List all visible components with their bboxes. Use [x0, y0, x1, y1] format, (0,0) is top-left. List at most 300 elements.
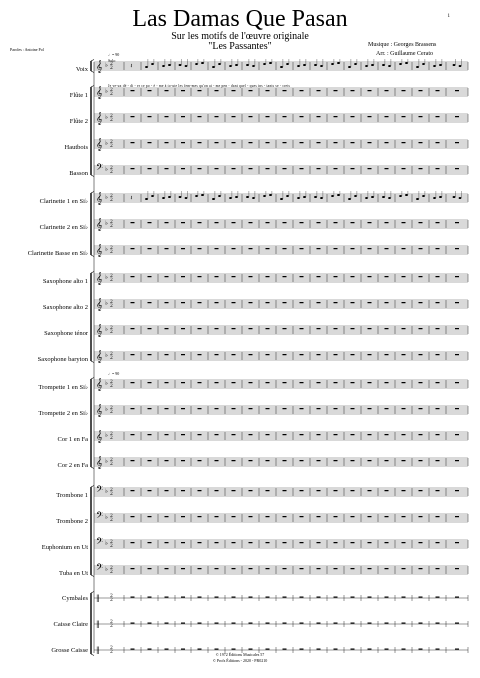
measure-rest — [402, 142, 406, 143]
measure-rest — [334, 382, 338, 383]
measure-rest — [283, 408, 287, 409]
measure-rest — [232, 623, 236, 624]
lyrics-credit: Paroles : Antoine Pol — [10, 47, 44, 52]
measure-rest — [215, 568, 219, 569]
bass-clef-icon: 𝄢 — [96, 162, 104, 175]
measure-rest — [181, 408, 185, 409]
note-head — [263, 195, 266, 197]
note-head — [145, 66, 148, 68]
measure-rest — [368, 460, 372, 461]
time-signature-bottom: 2 — [110, 436, 113, 441]
key-signature-flat-icon: ♭ — [105, 566, 108, 573]
measure-rest — [419, 168, 423, 169]
measure-rest — [317, 302, 321, 303]
note-head — [354, 195, 357, 197]
note-head — [320, 65, 323, 67]
measure-rest — [300, 276, 304, 277]
measure-rest — [402, 222, 406, 223]
group-bracket-cap — [91, 272, 94, 274]
measure-rest — [334, 142, 338, 143]
measure-rest — [351, 116, 355, 117]
measure-rest — [165, 116, 169, 117]
measure-rest — [334, 460, 338, 461]
time-signature-top: 2 — [110, 194, 113, 199]
measure-rest — [283, 542, 287, 543]
measure-rest — [198, 276, 202, 277]
measure-rest — [419, 568, 423, 569]
measure-rest — [419, 434, 423, 435]
measure-rest — [266, 568, 270, 569]
measure-rest — [300, 597, 304, 598]
measure-rest — [455, 516, 459, 517]
measure-rest — [419, 116, 423, 117]
time-signature-bottom: 2 — [110, 492, 113, 497]
measure-rest — [249, 354, 253, 355]
measure-rest — [402, 168, 406, 169]
measure-rest — [385, 568, 389, 569]
key-signature-flat-icon: ♭ — [105, 540, 108, 547]
time-signature-bottom: 2 — [110, 544, 113, 549]
note-head — [252, 65, 255, 67]
note-head — [151, 195, 154, 197]
measure-rest — [317, 408, 321, 409]
measure-rest — [385, 460, 389, 461]
measure-rest — [283, 382, 287, 383]
measure-rest — [455, 597, 459, 598]
measure-rest — [215, 597, 219, 598]
measure-rest — [351, 408, 355, 409]
note-head — [405, 62, 408, 64]
measure-rest — [181, 116, 185, 117]
measure-rest — [455, 649, 459, 650]
measure-rest — [334, 490, 338, 491]
measure-rest — [436, 276, 440, 277]
measure-rest — [334, 597, 338, 598]
note-head — [195, 63, 198, 65]
measure-rest — [317, 516, 321, 517]
measure-rest — [249, 542, 253, 543]
measure-rest — [334, 276, 338, 277]
rest-icon: 𝄽 — [130, 195, 133, 202]
solo-marking: Solo — [108, 58, 116, 63]
time-signature-bottom: 2 — [110, 278, 113, 283]
note-head — [280, 66, 283, 68]
measure-rest — [334, 354, 338, 355]
note-head — [229, 65, 232, 67]
measure-rest — [131, 649, 135, 650]
measure-rest — [181, 649, 185, 650]
measure-rest — [436, 623, 440, 624]
measure-rest — [419, 382, 423, 383]
measure-rest — [368, 623, 372, 624]
measure-rest — [131, 623, 135, 624]
measure-rest — [300, 434, 304, 435]
measure-rest — [402, 568, 406, 569]
note-head — [286, 63, 289, 65]
measure-rest — [283, 142, 287, 143]
measure-rest — [148, 90, 152, 91]
arranger-credit: Arr. : Guillaume Cerato — [376, 51, 433, 57]
time-signature-bottom: 2 — [110, 250, 113, 255]
measure-rest — [300, 354, 304, 355]
measure-rest — [232, 142, 236, 143]
measure-rest — [181, 597, 185, 598]
measure-rest — [455, 248, 459, 249]
time-signature-top: 2 — [110, 166, 113, 171]
time-signature-top: 2 — [110, 352, 113, 357]
measure-rest — [266, 142, 270, 143]
measure-rest — [198, 354, 202, 355]
measure-rest — [455, 490, 459, 491]
measure-rest — [148, 302, 152, 303]
bass-clef-icon: 𝄢 — [96, 510, 104, 523]
note-head — [453, 196, 456, 198]
measure-rest — [165, 490, 169, 491]
instrument-label: Tuba en Ut — [58, 570, 88, 577]
time-signature-top: 2 — [110, 432, 113, 437]
measure-rest — [368, 90, 372, 91]
measure-rest — [249, 568, 253, 569]
time-signature-top: 2 — [110, 594, 113, 599]
measure-rest — [198, 222, 202, 223]
measure-rest — [232, 248, 236, 249]
measure-rest — [198, 542, 202, 543]
measure-rest — [165, 434, 169, 435]
measure-rest — [266, 623, 270, 624]
instrument-label: Grosse Caisse — [51, 647, 88, 654]
measure-rest — [232, 516, 236, 517]
measure-rest — [385, 276, 389, 277]
measure-rest — [436, 597, 440, 598]
measure-rest — [334, 248, 338, 249]
measure-rest — [455, 568, 459, 569]
measure-rest — [232, 408, 236, 409]
note-head — [433, 197, 436, 199]
note-head — [185, 197, 188, 199]
measure-rest — [317, 542, 321, 543]
key-signature-flat-icon: ♭ — [105, 326, 108, 333]
measure-rest — [266, 542, 270, 543]
measure-rest — [351, 222, 355, 223]
measure-rest — [148, 623, 152, 624]
measure-rest — [249, 516, 253, 517]
measure-rest — [165, 222, 169, 223]
measure-rest — [351, 142, 355, 143]
key-signature-flat-icon: ♭ — [105, 166, 108, 173]
measure-rest — [131, 90, 135, 91]
measure-rest — [385, 649, 389, 650]
measure-rest — [300, 490, 304, 491]
measure-rest — [283, 568, 287, 569]
measure-rest — [131, 222, 135, 223]
measure-rest — [419, 302, 423, 303]
measure-rest — [419, 276, 423, 277]
measure-rest — [385, 516, 389, 517]
measure-rest — [436, 460, 440, 461]
measure-rest — [181, 382, 185, 383]
measure-rest — [131, 597, 135, 598]
measure-rest — [215, 354, 219, 355]
time-signature-top: 2 — [110, 62, 113, 67]
measure-rest — [283, 302, 287, 303]
measure-rest — [283, 328, 287, 329]
measure-rest — [455, 90, 459, 91]
measure-rest — [455, 222, 459, 223]
measure-rest — [436, 490, 440, 491]
measure-rest — [368, 597, 372, 598]
note-head — [235, 196, 238, 198]
time-signature-bottom: 2 — [110, 224, 113, 229]
note-head — [168, 196, 171, 198]
measure-rest — [148, 142, 152, 143]
measure-rest — [317, 623, 321, 624]
time-signature-bottom: 2 — [110, 66, 113, 71]
measure-rest — [266, 516, 270, 517]
note-head — [246, 64, 249, 66]
note-head — [337, 62, 340, 64]
measure-rest — [131, 382, 135, 383]
measure-rest — [148, 248, 152, 249]
measure-rest — [148, 328, 152, 329]
note-head — [314, 196, 317, 198]
instrument-label: Trompette 2 en Si♭ — [38, 410, 88, 417]
measure-rest — [300, 382, 304, 383]
measure-rest — [165, 90, 169, 91]
measure-rest — [300, 248, 304, 249]
measure-rest — [436, 542, 440, 543]
instrument-label: Saxophone ténor — [44, 330, 88, 337]
measure-rest — [198, 490, 202, 491]
group-bracket-cap — [91, 60, 94, 62]
measure-rest — [455, 116, 459, 117]
tempo-marking: ♩= 90 — [108, 52, 120, 57]
measure-rest — [198, 408, 202, 409]
measure-rest — [131, 434, 135, 435]
measure-rest — [165, 649, 169, 650]
measure-rest — [436, 516, 440, 517]
measure-rest — [215, 328, 219, 329]
bass-clef-icon: 𝄢 — [96, 484, 104, 497]
group-bracket-cap — [91, 175, 94, 177]
measure-rest — [266, 649, 270, 650]
time-signature-top: 2 — [110, 514, 113, 519]
score-subtitle-quoted: "Les Passantes" — [208, 41, 272, 52]
tempo-marking-brass: ♩= 90 — [108, 371, 120, 376]
measure-rest — [249, 222, 253, 223]
measure-rest — [419, 248, 423, 249]
measure-rest — [215, 248, 219, 249]
measure-rest — [148, 490, 152, 491]
measure-rest — [131, 490, 135, 491]
perc-clef-icon: ‖ — [96, 646, 100, 654]
measure-rest — [181, 623, 185, 624]
note-head — [405, 194, 408, 196]
measure-rest — [436, 328, 440, 329]
measure-rest — [436, 408, 440, 409]
measure-rest — [351, 597, 355, 598]
measure-rest — [165, 142, 169, 143]
measure-rest — [385, 408, 389, 409]
measure-rest — [317, 460, 321, 461]
note-head — [388, 65, 391, 67]
measure-rest — [283, 248, 287, 249]
measure-rest — [148, 354, 152, 355]
treble-clef-icon: 𝄞 — [96, 456, 103, 469]
measure-rest — [165, 248, 169, 249]
time-signature-bottom: 2 — [110, 570, 113, 575]
measure-rest — [181, 328, 185, 329]
measure-rest — [402, 302, 406, 303]
measure-rest — [165, 542, 169, 543]
measure-rest — [266, 490, 270, 491]
measure-rest — [317, 354, 321, 355]
measure-rest — [165, 408, 169, 409]
measure-rest — [215, 490, 219, 491]
measure-rest — [300, 542, 304, 543]
note-head — [303, 196, 306, 198]
measure-rest — [455, 542, 459, 543]
measure-rest — [249, 623, 253, 624]
measure-rest — [266, 116, 270, 117]
instrument-label: Caisse Claire — [53, 621, 88, 628]
measure-rest — [368, 516, 372, 517]
measure-rest — [266, 276, 270, 277]
instrument-label: Saxophone baryton — [37, 356, 88, 363]
rest-icon: 𝄽 — [130, 63, 133, 70]
measure-rest — [283, 490, 287, 491]
treble-clef-icon: 𝄞 — [96, 298, 103, 311]
measure-rest — [283, 460, 287, 461]
measure-rest — [436, 382, 440, 383]
note-head — [422, 195, 425, 197]
measure-rest — [455, 276, 459, 277]
measure-rest — [317, 90, 321, 91]
measure-rest — [436, 116, 440, 117]
measure-rest — [165, 382, 169, 383]
measure-rest — [131, 460, 135, 461]
measure-rest — [198, 116, 202, 117]
note-head — [218, 195, 221, 197]
note-head — [201, 194, 204, 196]
note-head — [229, 197, 232, 199]
measure-rest — [249, 328, 253, 329]
measure-rest — [402, 490, 406, 491]
measure-rest — [215, 116, 219, 117]
measure-rest — [317, 248, 321, 249]
measure-rest — [419, 542, 423, 543]
measure-rest — [198, 90, 202, 91]
measure-rest — [455, 460, 459, 461]
time-signature-top: 2 — [110, 540, 113, 545]
measure-rest — [198, 302, 202, 303]
measure-rest — [419, 142, 423, 143]
measure-rest — [148, 597, 152, 598]
measure-rest — [419, 597, 423, 598]
note-head — [331, 63, 334, 65]
measure-rest — [402, 116, 406, 117]
measure-rest — [436, 90, 440, 91]
measure-rest — [351, 248, 355, 249]
measure-rest — [198, 382, 202, 383]
measure-rest — [131, 568, 135, 569]
time-signature-top: 2 — [110, 326, 113, 331]
measure-rest — [402, 382, 406, 383]
time-signature-bottom: 2 — [110, 304, 113, 309]
measure-rest — [385, 248, 389, 249]
time-signature-bottom: 2 — [110, 92, 113, 97]
measure-rest — [300, 116, 304, 117]
note-head — [246, 196, 249, 198]
note-head — [280, 198, 283, 200]
note-head — [348, 66, 351, 68]
measure-rest — [198, 248, 202, 249]
measure-rest — [148, 222, 152, 223]
measure-rest — [385, 382, 389, 383]
treble-clef-icon: 𝄞 — [96, 218, 103, 231]
measure-rest — [181, 276, 185, 277]
measure-rest — [148, 434, 152, 435]
measure-rest — [283, 354, 287, 355]
group-bracket-cap — [91, 361, 94, 363]
measure-rest — [249, 649, 253, 650]
measure-rest — [198, 460, 202, 461]
measure-rest — [300, 142, 304, 143]
measure-rest — [181, 90, 185, 91]
measure-rest — [402, 649, 406, 650]
note-head — [269, 194, 272, 196]
time-signature-top: 2 — [110, 566, 113, 571]
measure-rest — [215, 516, 219, 517]
measure-rest — [334, 568, 338, 569]
key-signature-flat-icon: ♭ — [105, 432, 108, 439]
note-head — [303, 64, 306, 66]
measure-rest — [368, 382, 372, 383]
measure-rest — [317, 434, 321, 435]
measure-rest — [215, 623, 219, 624]
treble-clef-icon: 𝄞 — [96, 86, 103, 99]
note-head — [371, 64, 374, 66]
measure-rest — [181, 248, 185, 249]
note-head — [453, 64, 456, 66]
key-signature-flat-icon: ♭ — [105, 406, 108, 413]
measure-rest — [232, 328, 236, 329]
measure-rest — [232, 168, 236, 169]
measure-rest — [436, 434, 440, 435]
note-head — [399, 195, 402, 197]
measure-rest — [266, 168, 270, 169]
measure-rest — [283, 649, 287, 650]
measure-rest — [368, 328, 372, 329]
measure-rest — [351, 328, 355, 329]
measure-rest — [455, 168, 459, 169]
instrument-label: Trombone 1 — [56, 492, 88, 499]
treble-clef-icon: 𝄞 — [96, 324, 103, 337]
perc-clef-icon: ‖ — [96, 594, 100, 602]
measure-rest — [419, 354, 423, 355]
measure-rest — [402, 542, 406, 543]
measure-rest — [181, 460, 185, 461]
instrument-label: Saxophone alto 2 — [42, 304, 88, 311]
measure-rest — [266, 302, 270, 303]
measure-rest — [300, 568, 304, 569]
measure-rest — [249, 490, 253, 491]
bass-clef-icon: 𝄢 — [96, 536, 104, 549]
measure-rest — [198, 142, 202, 143]
measure-rest — [215, 408, 219, 409]
measure-rest — [266, 222, 270, 223]
measure-rest — [165, 623, 169, 624]
treble-clef-icon: 𝄞 — [96, 272, 103, 285]
